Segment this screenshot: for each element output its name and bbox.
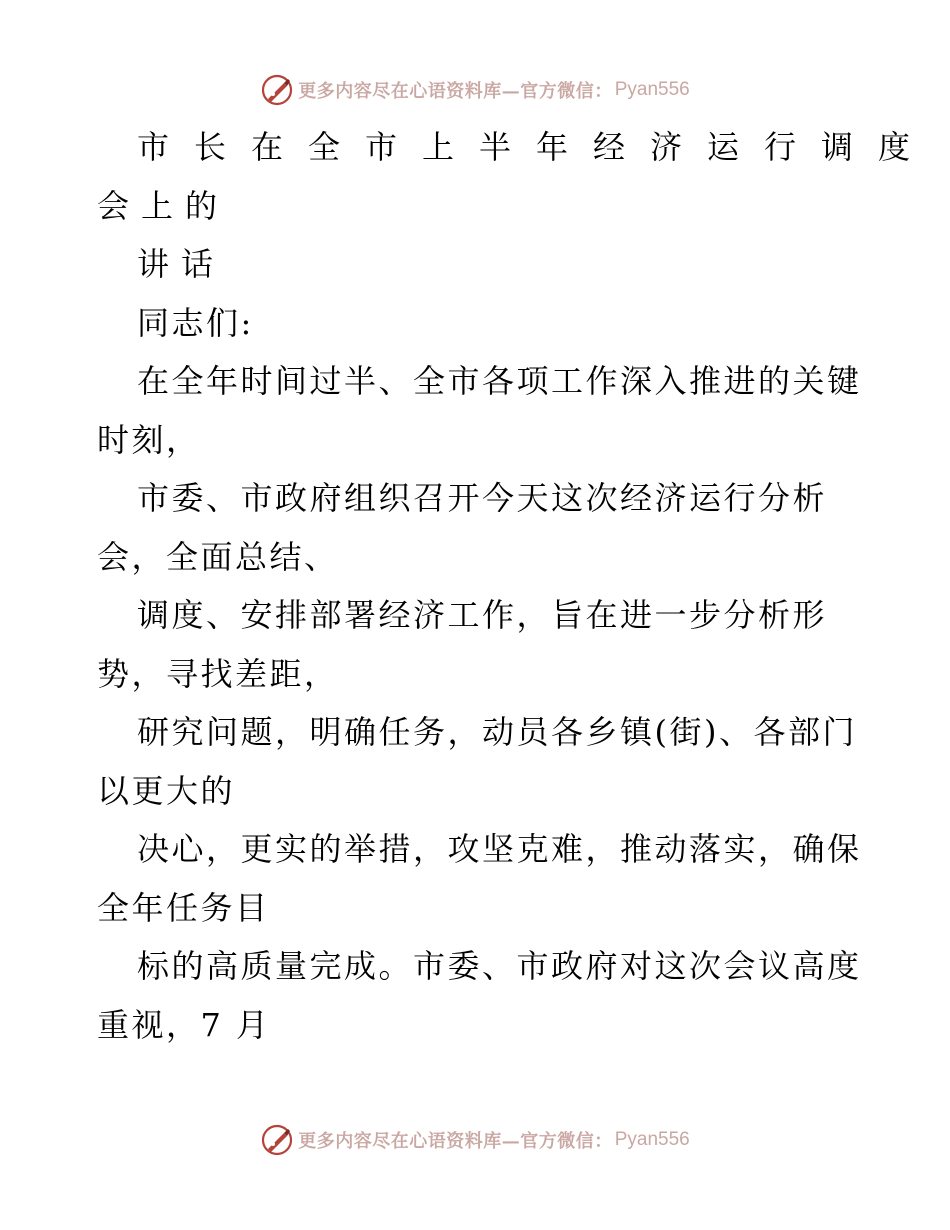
doc-body-line: 会，全面总结、: [97, 537, 339, 576]
doc-body-line: 以更大的: [97, 771, 236, 810]
doc-body-line: 调度、安排部署经济工作，旨在进一步分析形: [137, 596, 828, 634]
watermark-text: 更多内容尽在心语资料库—官方微信：: [298, 1131, 613, 1152]
watermark-wechat-id: Pyan556: [614, 79, 690, 100]
doc-body-line: 市委、市政府组织召开今天这次经济运行分析: [137, 479, 828, 517]
document-body: [97, 118, 936, 1054]
doc-body-line: 研究问题，明确任务，动员各乡镇(街)、各部门: [137, 713, 857, 751]
header-watermark: [0, 70, 950, 110]
doc-title-line-2: 会上的: [97, 186, 230, 225]
pen-logo-icon: [260, 1123, 294, 1157]
doc-body-line: 重视，7 月: [97, 1005, 271, 1044]
watermark-text: 更多内容尽在心语资料库—官方微信：: [298, 81, 613, 102]
footer-watermark: [0, 1120, 950, 1160]
doc-body-line: 标的高质量完成。市委、市政府对这次会议高度: [137, 947, 862, 985]
doc-body-line: 在全年时间过半、全市各项工作深入推进的关键: [137, 362, 862, 400]
watermark-wechat-id: Pyan556: [614, 1129, 690, 1150]
doc-body-line: 决心，更实的举措，攻坚克难，推动落实，确保: [137, 830, 862, 868]
pen-logo-icon: [260, 73, 294, 107]
doc-body-line: 势，寻找差距，: [97, 654, 339, 693]
doc-title-line-1: 市长在全市上半年经济运行调度: [137, 128, 936, 166]
doc-body-line: 时刻，: [97, 420, 201, 459]
doc-salutation: 同志们:: [137, 303, 254, 342]
doc-title-line-3: 讲话: [137, 245, 226, 283]
doc-body-line: 全年任务目: [97, 888, 270, 927]
